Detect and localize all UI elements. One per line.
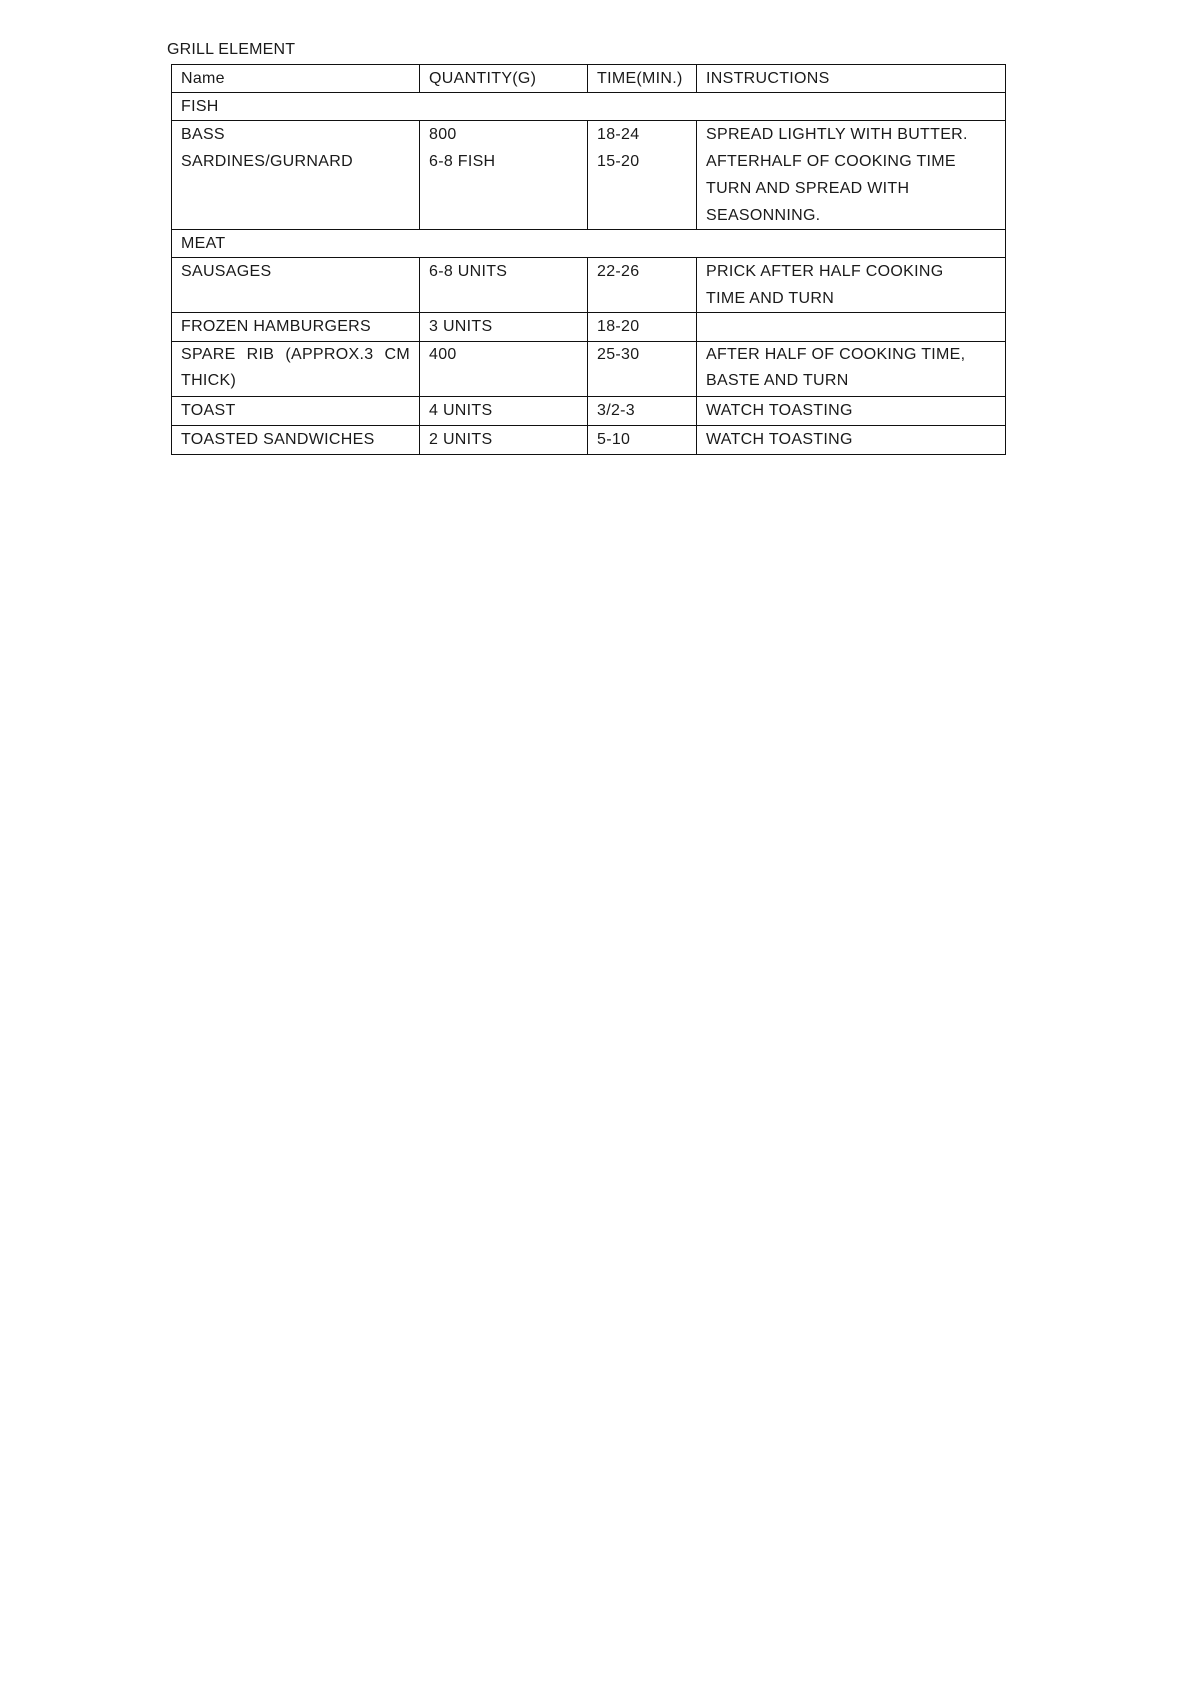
section-row-meat — [172, 230, 1006, 258]
instruction-line: SPREAD LIGHTLY WITH BUTTER. — [706, 126, 968, 143]
table-row — [172, 397, 1006, 426]
cell-quantity: 4 UNITS — [420, 397, 588, 426]
cell-time: 25-30 — [588, 342, 697, 397]
time-line: 18-24 — [597, 126, 640, 143]
cell-instructions: WATCH TOASTING — [697, 397, 1006, 426]
table-header-row — [172, 65, 1006, 93]
section-row-fish — [172, 93, 1006, 121]
quantity-line: 800 — [429, 126, 457, 143]
cell-time: 18-20 — [588, 313, 697, 342]
cell-instructions — [697, 342, 1006, 397]
cell-time: 5-10 — [588, 426, 697, 455]
cell-name: SAUSAGES — [172, 258, 420, 313]
cell-instructions — [697, 121, 1006, 230]
cell-instructions — [697, 258, 1006, 313]
instruction-line: TIME AND TURN — [706, 290, 835, 307]
name-line: SARDINES/GURNARD — [181, 153, 353, 170]
section-label-fish: FISH — [172, 93, 1006, 121]
header-time: TIME(MIN.) — [588, 65, 697, 93]
cell-quantity: 3 UNITS — [420, 313, 588, 342]
cell-time — [588, 121, 697, 230]
instruction-line: AFTER HALF OF COOKING TIME, — [706, 346, 966, 363]
cell-name: TOAST — [172, 397, 420, 426]
table-row — [172, 258, 1006, 313]
time-line: 15-20 — [597, 153, 640, 170]
name-line: THICK) — [181, 372, 237, 389]
page-title: GRILL ELEMENT — [167, 41, 296, 58]
header-quantity: QUANTITY(G) — [420, 65, 588, 93]
cell-time: 22-26 — [588, 258, 697, 313]
cell-instructions: WATCH TOASTING — [697, 426, 1006, 455]
cell-quantity: 2 UNITS — [420, 426, 588, 455]
cell-quantity — [420, 121, 588, 230]
header-instructions: INSTRUCTIONS — [697, 65, 1006, 93]
cell-name: TOASTED SANDWICHES — [172, 426, 420, 455]
cell-name — [172, 121, 420, 230]
name-line: SPARE RIB (APPROX.3 CM — [181, 346, 410, 363]
quantity-line: 6-8 FISH — [429, 153, 496, 170]
instruction-line: PRICK AFTER HALF COOKING — [706, 263, 944, 280]
cell-name: FROZEN HAMBURGERS — [172, 313, 420, 342]
cell-time: 3/2-3 — [588, 397, 697, 426]
table-row — [172, 426, 1006, 455]
table-row — [172, 342, 1006, 397]
section-label-meat: MEAT — [172, 230, 1006, 258]
instruction-line: BASTE AND TURN — [706, 372, 849, 389]
table-row — [172, 121, 1006, 230]
grill-cooking-table — [171, 64, 1006, 455]
cell-quantity: 400 — [420, 342, 588, 397]
cell-instructions — [697, 313, 1006, 342]
instruction-line: AFTERHALF OF COOKING TIME — [706, 153, 956, 170]
instruction-line: SEASONNING. — [706, 207, 821, 224]
cell-name — [172, 342, 420, 397]
name-line: BASS — [181, 126, 225, 143]
cell-quantity: 6-8 UNITS — [420, 258, 588, 313]
table-row — [172, 313, 1006, 342]
header-name: Name — [172, 65, 420, 93]
instruction-line: TURN AND SPREAD WITH — [706, 180, 910, 197]
